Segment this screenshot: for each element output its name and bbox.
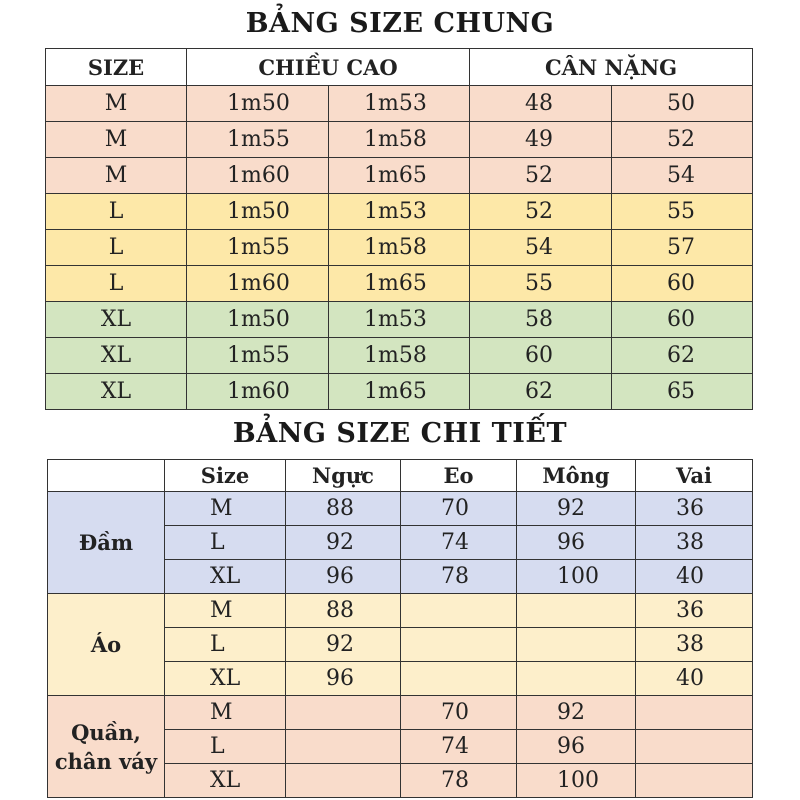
table-row: [48, 594, 753, 628]
height-max-cell: 1m58: [329, 230, 470, 266]
weight-min-cell: 58: [470, 302, 612, 338]
height-max-cell: 1m65: [329, 374, 470, 410]
weight-max-cell: 65: [612, 374, 753, 410]
header-chest: Ngực: [286, 460, 401, 492]
height-min-cell: 1m60: [187, 374, 329, 410]
height-min-cell: 1m60: [187, 158, 329, 194]
weight-min-cell: 55: [470, 266, 612, 302]
weight-max-cell: 52: [612, 122, 753, 158]
table-row: [48, 696, 753, 730]
table-row: [46, 266, 753, 302]
shoulder-cell: 40: [636, 662, 753, 696]
height-min-cell: 1m55: [187, 122, 329, 158]
detail-header-row: [48, 460, 753, 492]
size-cell: XL: [165, 560, 286, 594]
weight-max-cell: 55: [612, 194, 753, 230]
size-cell: XL: [165, 662, 286, 696]
table-row: [46, 230, 753, 266]
chest-cell: 88: [286, 492, 401, 526]
table-row: [46, 302, 753, 338]
waist-cell: [401, 594, 517, 628]
size-cell: XL: [46, 302, 187, 338]
size-cell: L: [46, 194, 187, 230]
chest-cell: [286, 730, 401, 764]
shoulder-cell: [636, 764, 753, 798]
chest-cell: 92: [286, 526, 401, 560]
weight-max-cell: 54: [612, 158, 753, 194]
garment-group-label: Áo: [48, 594, 165, 696]
shoulder-cell: 38: [636, 628, 753, 662]
weight-min-cell: 49: [470, 122, 612, 158]
size-cell: L: [46, 230, 187, 266]
table-row: [46, 122, 753, 158]
waist-cell: 70: [401, 492, 517, 526]
chest-cell: 92: [286, 628, 401, 662]
height-min-cell: 1m55: [187, 230, 329, 266]
table-row: [46, 158, 753, 194]
size-cell: M: [165, 594, 286, 628]
hip-cell: 92: [517, 492, 636, 526]
waist-cell: 74: [401, 526, 517, 560]
weight-max-cell: 60: [612, 266, 753, 302]
weight-max-cell: 62: [612, 338, 753, 374]
shoulder-cell: [636, 730, 753, 764]
size-cell: M: [165, 696, 286, 730]
height-max-cell: 1m53: [329, 194, 470, 230]
size-cell: L: [46, 266, 187, 302]
size-cell: L: [165, 628, 286, 662]
height-max-cell: 1m53: [329, 302, 470, 338]
header-size: SIZE: [46, 49, 187, 86]
height-min-cell: 1m50: [187, 86, 329, 122]
header-weight: CÂN NẶNG: [470, 49, 753, 86]
header-waist: Eo: [401, 460, 517, 492]
hip-cell: [517, 594, 636, 628]
shoulder-cell: 40: [636, 560, 753, 594]
size-cell: M: [46, 86, 187, 122]
height-max-cell: 1m53: [329, 86, 470, 122]
waist-cell: 74: [401, 730, 517, 764]
height-min-cell: 1m50: [187, 302, 329, 338]
table-row: [46, 86, 753, 122]
height-max-cell: 1m58: [329, 122, 470, 158]
garment-group-label: Quần, chân váy: [48, 696, 165, 798]
height-max-cell: 1m65: [329, 266, 470, 302]
waist-cell: 78: [401, 764, 517, 798]
weight-max-cell: 60: [612, 302, 753, 338]
chest-cell: 96: [286, 560, 401, 594]
size-cell: M: [46, 158, 187, 194]
height-min-cell: 1m55: [187, 338, 329, 374]
detail-size-table: [47, 459, 753, 798]
table-row: [48, 492, 753, 526]
hip-cell: [517, 662, 636, 696]
general-size-table: [45, 48, 753, 410]
shoulder-cell: 36: [636, 594, 753, 628]
weight-min-cell: 60: [470, 338, 612, 374]
table-row: [46, 194, 753, 230]
chest-cell: 88: [286, 594, 401, 628]
header-shoulder: Vai: [636, 460, 753, 492]
weight-min-cell: 52: [470, 158, 612, 194]
weight-min-cell: 54: [470, 230, 612, 266]
weight-min-cell: 52: [470, 194, 612, 230]
chest-cell: [286, 764, 401, 798]
height-max-cell: 1m65: [329, 158, 470, 194]
weight-min-cell: 48: [470, 86, 612, 122]
hip-cell: 96: [517, 526, 636, 560]
chest-cell: 96: [286, 662, 401, 696]
size-cell: L: [165, 730, 286, 764]
height-min-cell: 1m50: [187, 194, 329, 230]
shoulder-cell: 36: [636, 492, 753, 526]
general-header-row: [46, 49, 753, 86]
hip-cell: 96: [517, 730, 636, 764]
hip-cell: 92: [517, 696, 636, 730]
header-hip: Mông: [517, 460, 636, 492]
chest-cell: [286, 696, 401, 730]
weight-max-cell: 50: [612, 86, 753, 122]
table-row: [46, 374, 753, 410]
shoulder-cell: [636, 696, 753, 730]
height-max-cell: 1m58: [329, 338, 470, 374]
waist-cell: 70: [401, 696, 517, 730]
size-cell: M: [46, 122, 187, 158]
size-cell: XL: [165, 764, 286, 798]
waist-cell: [401, 662, 517, 696]
size-cell: M: [165, 492, 286, 526]
detail-size-title: BẢNG SIZE CHI TIẾT: [232, 418, 568, 449]
table-row: [46, 338, 753, 374]
hip-cell: [517, 628, 636, 662]
size-cell: L: [165, 526, 286, 560]
weight-max-cell: 57: [612, 230, 753, 266]
height-min-cell: 1m60: [187, 266, 329, 302]
header-height: CHIỀU CAO: [187, 49, 470, 86]
garment-group-label: Đầm: [48, 492, 165, 594]
header-size: Size: [165, 460, 286, 492]
general-size-title: BẢNG SIZE CHUNG: [245, 8, 555, 39]
hip-cell: 100: [517, 560, 636, 594]
size-cell: XL: [46, 338, 187, 374]
weight-min-cell: 62: [470, 374, 612, 410]
header-blank: [48, 460, 165, 492]
hip-cell: 100: [517, 764, 636, 798]
waist-cell: [401, 628, 517, 662]
size-cell: XL: [46, 374, 187, 410]
waist-cell: 78: [401, 560, 517, 594]
shoulder-cell: 38: [636, 526, 753, 560]
